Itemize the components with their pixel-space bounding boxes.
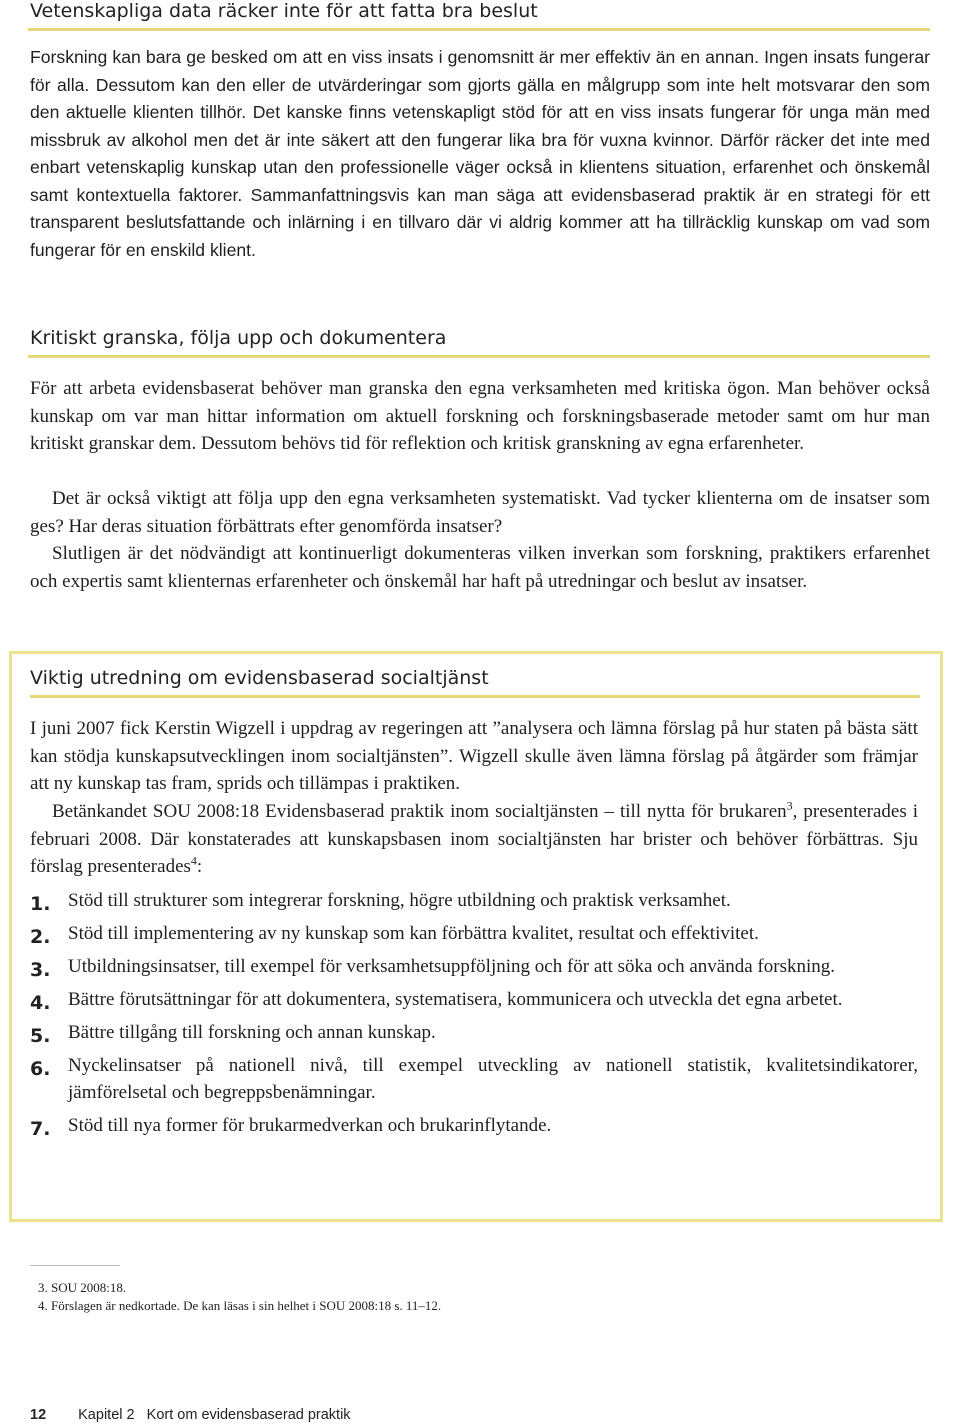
heading-rule <box>28 355 930 358</box>
page-footer <box>30 1407 351 1423</box>
list-item-text: Utbildningsinsatser, till exempel för verksamhetsuppföljning och för att söka och använda forskning. <box>68 956 835 977</box>
list-number: 3. <box>30 959 51 981</box>
list-item-text: Bättre tillgång till forskning och annan kunskap. <box>68 1022 436 1043</box>
section-heading-vetenskapliga: Vetenskapliga data räcker inte för att fatta bra beslut <box>30 0 538 22</box>
section-paragraph: Forskning kan bara ge besked om att en viss insats i genomsnitt är mer effektiv än en annan. Ingen insats fungerar för alla. Dessutom kan den eller de utvärderingar som gjorts gälla en målgrupp som inte helt motsvarar den som den aktuelle klienten tillhör. Det kanske finns vetenskapligt stöd för att en viss insats fungerar för unga män med missbruk av alkohol men det är inte säkert att den fungerar lika bra för vuxna kvinnor. Därför räcker det inte med enbart vetenskaplig kunskap utan den professionelle väger också in klientens situation, erfarenhet och önskemål samt kontextuella faktorer. Sammanfattningsvis kan man säga att evidensbaserad praktik är en strategi för ett transparent beslutsfattande och inlärning i en tillvaro där vi aldrig kommer att ha tillräcklig kunskap om vad som fungerar för en enskild klient. <box>30 47 930 260</box>
list-item-text: Nyckelinsatser på nationell nivå, till exempel utveckling av nationell statistik, kvalitetsindikatorer, jämförelsetal och begreppsbenämningar. <box>68 1055 918 1103</box>
list-item-text: Stöd till strukturer som integrerar forskning, högre utbildning och praktisk verksamhet. <box>68 890 731 911</box>
list-number: 1. <box>30 893 51 915</box>
list-item <box>30 953 918 980</box>
box-paragraph: I juni 2007 fick Kerstin Wigzell i uppdrag av regeringen att ”analysera och lämna förslag på hur staten på bästa sätt kan stödja kunskapsutvecklingen inom socialtjänsten”. Wigzell skulle även lämna förslag på åtgärder som främjar att ny kunskap tas fram, sprids och tillämpas i praktiken. <box>30 718 918 794</box>
list-number: 6. <box>30 1058 51 1080</box>
box-heading: Viktig utredning om evidensbaserad socialtjänst <box>30 667 489 689</box>
chapter-label: Kapitel 2 Kort om evidensbaserad praktik <box>78 1407 351 1423</box>
list-item <box>30 986 918 1013</box>
section-paragraph: Slutligen är det nödvändigt att kontinuerligt dokumenteras vilken inverkan som forskning, praktikers erfarenhet och expertis samt klienternas erfarenheter och önskemål har haft på utredningar och beslut av insatser. <box>30 543 930 592</box>
section-paragraph: För att arbeta evidensbaserat behöver man granska den egna verksamheten med kritiska ögon. Man behöver också kunskap om var man hittar information om aktuell forskning och forskningsbaserade metoder samt om hur man kritiskt granskar dem. Dessutom behövs tid för reflektion och kritisk granskning av egna erfarenheter. <box>30 378 930 454</box>
section-heading-kritiskt: Kritiskt granska, följa upp och dokumentera <box>30 327 447 349</box>
list-number: 2. <box>30 926 51 948</box>
heading-rule <box>28 28 930 31</box>
list-item <box>30 1019 918 1046</box>
box-text: Betänkandet SOU 2008:18 Evidensbaserad praktik inom socialtjänsten – till nytta för brukaren <box>52 801 787 822</box>
list-item-text: Stöd till nya former för brukarmedverkan och brukarinflytande. <box>68 1115 552 1136</box>
list-item <box>30 920 918 947</box>
list-number: 7. <box>30 1118 51 1140</box>
box-text: : <box>196 856 203 877</box>
list-item <box>30 887 918 914</box>
footnote-ref: 4 <box>190 853 197 868</box>
footnote-rule <box>30 1265 120 1266</box>
page-number: 12 <box>30 1407 47 1423</box>
list-number: 4. <box>30 992 51 1014</box>
list-item-text: Stöd till implementering av ny kunskap som kan förbättra kvalitet, resultat och effektivitet. <box>68 923 759 944</box>
box-text: , presenterades i februari 2008. Där konstaterades att kunskapsbasen inom socialtjänsten har brister och behöver förbättras. Sju förslag presenterades <box>30 801 918 877</box>
list-number: 5. <box>30 1025 51 1047</box>
list-item-text: Bättre förutsättningar för att dokumentera, systematisera, kommunicera och utveckla det egna arbetet. <box>68 989 843 1010</box>
footnote: 4. Förslagen är nedkortade. De kan läsas i sin helhet i SOU 2008:18 s. 11–12. <box>38 1298 442 1313</box>
proposal-list <box>30 887 918 1145</box>
section-paragraph: Det är också viktigt att följa upp den egna verksamheten systematiskt. Vad tycker klienterna om de insatser som ges? Har deras situation förbättrats efter genomförda insatser? <box>30 488 930 537</box>
list-item <box>30 1112 918 1139</box>
info-box <box>9 651 943 1222</box>
list-item <box>30 1052 918 1106</box>
box-paragraph <box>30 798 918 881</box>
footnote: 3. SOU 2008:18. <box>38 1280 127 1295</box>
heading-rule <box>30 695 920 698</box>
footnote-ref: 3 <box>786 798 793 813</box>
